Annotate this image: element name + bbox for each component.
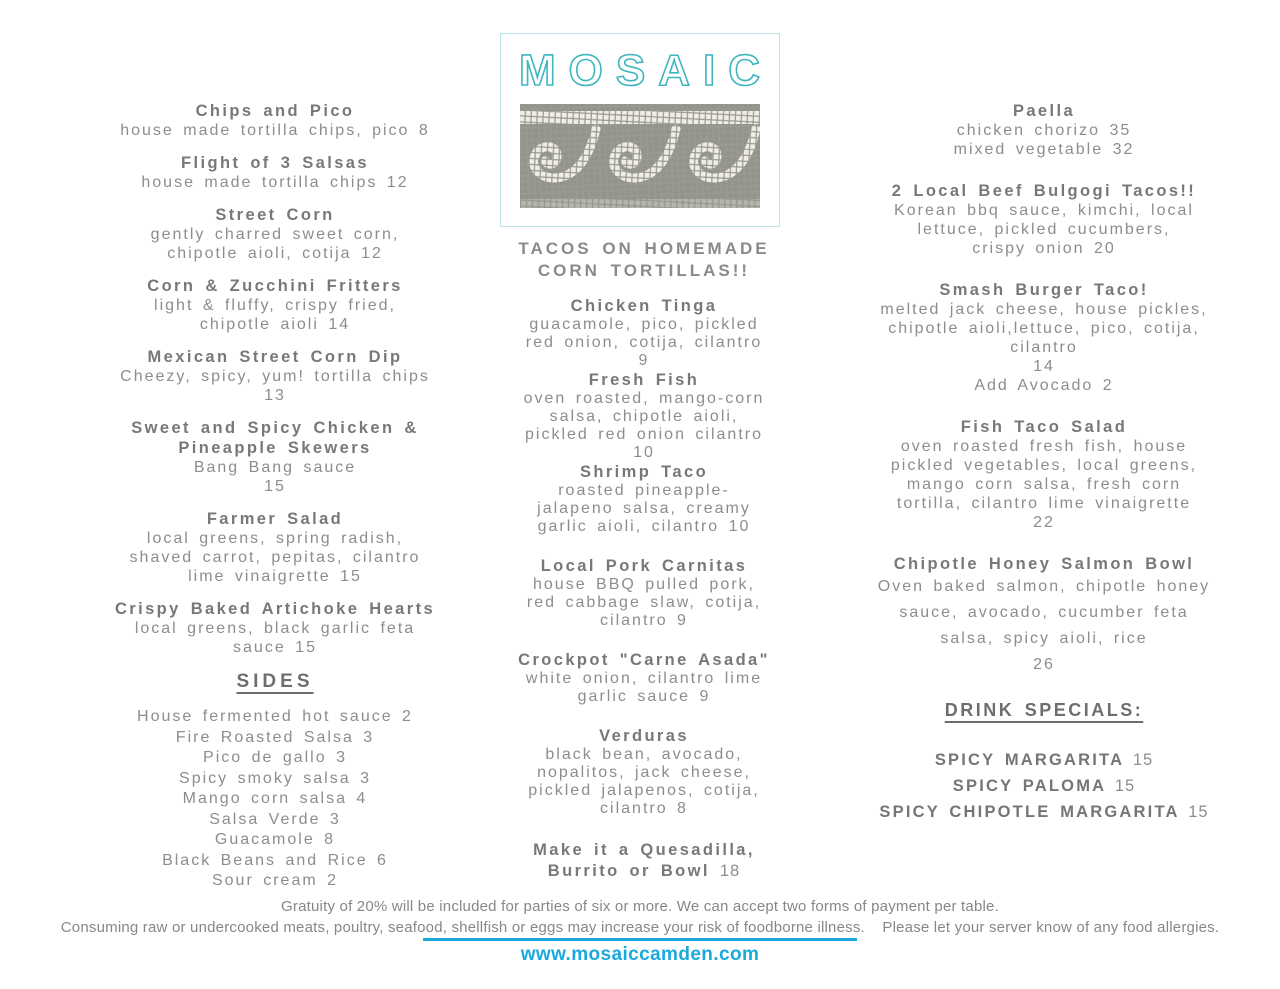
item-description-line: house BBQ pulled pork, (533, 576, 755, 593)
drink-specials-list (852, 747, 1236, 825)
item-name: Mexican Street Corn Dip (147, 348, 403, 366)
side-item: House fermented hot sauce 2 (137, 708, 413, 725)
menu-item (75, 276, 475, 334)
item-description-line: pickled vegetables, local greens, (890, 457, 1198, 474)
item-name: Fresh Fish (588, 371, 700, 389)
tacos-heading-line1: TACOS ON HOMEMADE (518, 239, 770, 258)
item-description-line: 26 (1033, 656, 1055, 673)
menu-item (474, 296, 814, 370)
menu-item (852, 280, 1236, 395)
item-description-line: chipotle aioli 14 (199, 316, 351, 333)
website-link[interactable]: www.mosaiccamden.com (520, 944, 760, 965)
item-description-line: red cabbage slaw, cotija, (526, 594, 762, 611)
quesadilla-upgrade-item (474, 840, 814, 882)
item-description-line: tortilla, cilantro lime vinaigrette (896, 495, 1192, 512)
item-description-line: red onion, cotija, cilantro (525, 334, 763, 351)
menu-item (852, 181, 1236, 258)
item-name: Corn & Zucchini Fritters (147, 277, 403, 295)
menu-column-entrees (852, 101, 1236, 825)
item-description-line: Add Avocado 2 (974, 377, 1114, 394)
item-description-line: black bean, avocado, (545, 746, 743, 763)
item-description-line: cilantro 8 (600, 800, 688, 817)
item-description-line: shaved carrot, pepitas, cilantro (129, 549, 421, 566)
item-description-line: garlic sauce 9 (577, 688, 711, 705)
menu-item (75, 418, 475, 496)
item-description-line: pickled jalapenos, cotija, (528, 782, 760, 799)
item-description-line: jalapeno salsa, creamy (537, 500, 751, 517)
menu-item (75, 599, 475, 657)
menu-item (75, 205, 475, 263)
restaurant-logo-title: MOSAIC (519, 46, 773, 95)
item-description-line: local greens, spring radish, (146, 530, 404, 547)
menu-item (75, 153, 475, 192)
item-name: Sweet and Spicy Chicken & (131, 419, 419, 437)
item-description-line: house made tortilla chips 12 (141, 174, 409, 191)
item-name: Crispy Baked Artichoke Hearts (114, 600, 436, 618)
item-description-line: 9 (638, 352, 650, 369)
item-name: Street Corn (215, 206, 335, 224)
item-description-line: chicken chorizo 35 (956, 122, 1132, 139)
item-name: Chips and Pico (195, 102, 355, 120)
item-name: Shrimp Taco (579, 463, 709, 481)
item-description-line: sauce 15 (233, 639, 317, 656)
menu-item (75, 509, 475, 586)
drink-item: SPICY PALOMA 15 (952, 777, 1136, 795)
side-item: Sour cream 2 (211, 872, 339, 889)
item-name: Flight of 3 Salsas (181, 154, 369, 172)
menu-item (852, 554, 1236, 678)
menu-item (474, 462, 814, 536)
item-description-line: salsa, spicy aioli, rice (940, 630, 1148, 647)
item-description-line: roasted pineapple- (558, 482, 730, 499)
item-description-line: lime vinaigrette 15 (188, 568, 362, 585)
item-name: Farmer Salad (206, 510, 344, 528)
side-item: Spicy smoky salsa 3 (179, 769, 371, 787)
menu-item (474, 726, 814, 818)
item-name: Chipotle Honey Salmon Bowl (893, 555, 1195, 573)
drink-item: SPICY CHIPOTLE MARGARITA 15 (879, 803, 1209, 821)
item-description-line: 22 (1033, 514, 1055, 531)
item-description-line: mixed vegetable 32 (953, 141, 1135, 158)
appetizer-items (75, 101, 475, 657)
item-description-line: Cheezy, spicy, yum! tortilla chips (120, 368, 430, 385)
drink-name: SPICY PALOMA (952, 777, 1107, 795)
item-description-line: cilantro 9 (600, 612, 688, 629)
sides-heading: SIDES (236, 671, 314, 692)
item-description-line: local greens, black garlic feta (134, 620, 416, 637)
item-description-line: light & fluffy, crispy fried, (154, 297, 396, 314)
item-description-line: cilantro (1010, 339, 1078, 356)
item-description-line: chipotle aioli, cotija 12 (167, 245, 383, 262)
item-description-line: melted jack cheese, house pickles, (880, 301, 1208, 318)
item-name: Chicken Tinga (570, 297, 718, 315)
menu-item (75, 101, 475, 140)
taco-items (474, 296, 814, 818)
item-name: Smash Burger Taco! (939, 281, 1149, 299)
menu-item (852, 417, 1236, 532)
item-description-line: sauce, avocado, cucumber feta (899, 604, 1189, 621)
drink-item: SPICY MARGARITA 15 (934, 751, 1154, 769)
item-name: Local Pork Carnitas (540, 557, 748, 575)
item-description-line: Korean bbq sauce, kimchi, local (894, 202, 1194, 219)
menu-item (474, 650, 814, 706)
item-description-line: mango corn salsa, fresh corn (906, 476, 1182, 493)
item-name: 2 Local Beef Bulgogi Tacos!! (891, 182, 1197, 200)
item-description-line: guacamole, pico, pickled (529, 316, 759, 333)
side-item: Fire Roasted Salsa 3 (175, 728, 375, 746)
gratuity-note: Gratuity of 20% will be included for parties of six or more. We can accept two forms of payment per table. (281, 898, 999, 915)
side-item: Pico de gallo 3 (203, 749, 347, 766)
logo-box (500, 33, 780, 227)
item-description-line: crispy onion 20 (972, 240, 1116, 257)
entree-items (852, 101, 1236, 678)
menu-item (474, 556, 814, 630)
item-description-line: salsa, chipotle aioli, (549, 408, 739, 425)
item-name: Pineapple Skewers (178, 439, 372, 457)
item-description-line: 10 (633, 444, 655, 461)
item-name: Paella (1012, 102, 1076, 120)
item-description-line: gently charred sweet corn, (150, 226, 400, 243)
item-description-line: oven roasted, mango-corn (523, 390, 765, 407)
item-description-line: house made tortilla chips, pico 8 (120, 122, 430, 139)
consumer-advisory-note: Consuming raw or undercooked meats, poultry, seafood, shellfish or eggs may increase your risk of foodborne illness. Please let your server know of any food allergies. (60, 919, 1220, 936)
item-description-line: Oven baked salmon, chipotle honey (877, 578, 1211, 595)
footer-divider-rule (423, 938, 857, 941)
quesadilla-label: Burrito or Bowl (547, 862, 710, 880)
side-item: Mango corn salsa 4 (182, 790, 368, 807)
item-description-line: 13 (264, 387, 286, 404)
drink-specials-heading: DRINK SPECIALS: (944, 700, 1144, 720)
footer-disclaimer (0, 896, 1280, 938)
quesadilla-line2 (474, 861, 814, 882)
item-description-line: chipotle aioli,lettuce, pico, cotija, (888, 320, 1200, 337)
item-description-line: oven roasted fresh fish, house (900, 438, 1188, 455)
side-item: Black Beans and Rice 6 (162, 851, 388, 869)
item-description-line: garlic aioli, cilantro 10 (537, 518, 751, 535)
menu-column-appetizers (75, 101, 475, 892)
item-description-line: lettuce, pickled cucumbers, (917, 221, 1171, 238)
quesadilla-line1: Make it a Quesadilla, (533, 841, 755, 859)
item-name: Verduras (599, 727, 689, 745)
item-description-line: 14 (1033, 358, 1055, 375)
tacos-heading (474, 238, 814, 282)
tacos-heading-line2: CORN TORTILLAS!! (537, 261, 751, 280)
side-item: Guacamole 8 (214, 831, 336, 848)
menu-item (852, 101, 1236, 159)
menu-item (474, 370, 814, 462)
item-description-line: pickled red onion cilantro (525, 426, 763, 443)
drink-name: SPICY MARGARITA (934, 751, 1125, 769)
item-name: Crockpot "Carne Asada" (518, 651, 770, 669)
quesadilla-price: 18 (719, 862, 741, 880)
mosaic-wave-image (520, 104, 760, 208)
side-item: Salsa Verde 3 (209, 810, 341, 828)
menu-column-tacos (474, 238, 814, 882)
menu-item (75, 347, 475, 405)
item-description-line: 15 (264, 478, 286, 495)
item-name: Fish Taco Salad (960, 418, 1128, 436)
drink-name: SPICY CHIPOTLE MARGARITA (879, 803, 1180, 821)
item-description-line: nopalitos, jack cheese, (537, 764, 751, 781)
item-description-line: Bang Bang sauce (193, 459, 357, 476)
item-description-line: white onion, cilantro lime (525, 670, 763, 687)
sides-list (75, 707, 475, 892)
